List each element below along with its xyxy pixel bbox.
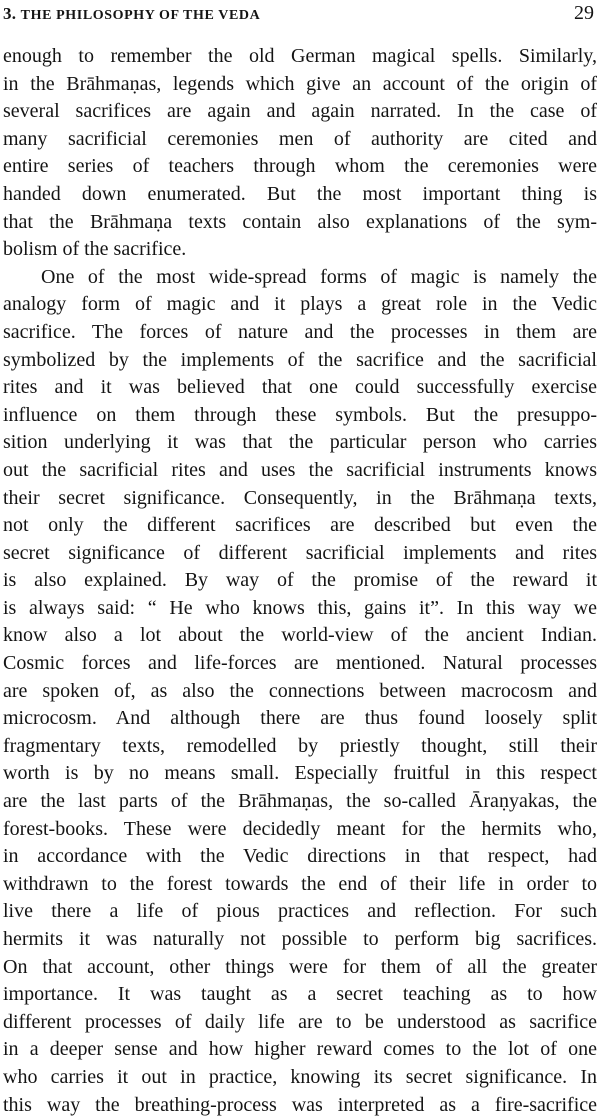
text-line: fragmentary texts, remodelled by priestly thought, still their	[3, 734, 597, 757]
text-line: is also explained. By way of the promise of the reward it	[3, 569, 597, 592]
text-line: microcosm. And although there are thus found loosely split	[3, 707, 597, 730]
text-line: secret significance of different sacrificial implements and rites	[3, 541, 597, 564]
text-line: different processes of daily life are to be understood as sacrifice	[3, 1010, 597, 1033]
text-line: that the Brāhmaṇa texts contain also explanations of the sym-	[3, 210, 597, 233]
text-line: forest-books. These were decidedly meant for the hermits who,	[3, 817, 597, 840]
text-line: On that account, other things were for them of all the greater	[3, 955, 597, 978]
text-line: know also a lot about the world-view of the ancient Indian.	[3, 624, 597, 647]
text-line: rites and it was believed that one could successfully exercise	[3, 376, 597, 399]
text-line: is always said: “ He who knows this, gains it”. In this way we	[3, 596, 597, 619]
text-line: many sacrificial ceremonies men of authority are cited and	[3, 127, 597, 150]
text-line: importance. It was taught as a secret teaching as to how	[3, 983, 597, 1006]
text-line: entire series of teachers through whom the ceremonies were	[3, 155, 597, 178]
text-line: who carries it out in practice, knowing its secret significance. In	[3, 1065, 597, 1088]
text-line: this way the breathing-process was interpreted as a fire-sacrifice	[3, 1093, 597, 1116]
text-line: worth is by no means small. Especially fruitful in this respect	[3, 762, 597, 785]
text-line: enough to remember the old German magical spells. Similarly,	[3, 45, 597, 67]
text-line: not only the different sacrifices are described but even the	[3, 514, 597, 537]
text-line: in the Brāhmaṇas, legends which give an account of the origin of	[3, 72, 597, 95]
page-header	[3, 2, 597, 28]
text-line: are spoken of, as also the connections between macrocosm and	[3, 679, 597, 702]
text-line: in a deeper sense and how higher reward comes to the lot of one	[3, 1038, 597, 1061]
text-line: handed down enumerated. But the most important thing is	[3, 182, 597, 205]
body-text	[3, 43, 597, 1119]
text-line: Cosmic forces and life-forces are mentioned. Natural processes	[3, 652, 597, 675]
text-line: One of the most wide-spread forms of magic is namely the	[41, 265, 597, 288]
text-line: in accordance with the Vedic directions in that respect, had	[3, 845, 597, 868]
text-line: symbolized by the implements of the sacrifice and the sacrificial	[3, 348, 597, 371]
text-line: influence on them through these symbols. But the presuppo-	[3, 403, 597, 426]
text-line: their secret significance. Consequently, in the Brāhmaṇa texts,	[3, 486, 597, 509]
page-number: 29	[574, 2, 594, 24]
text-line: sition underlying it was that the particular person who carries	[3, 431, 597, 454]
text-line: withdrawn to the forest towards the end of their life in order to	[3, 872, 597, 895]
text-line: analogy form of magic and it plays a great role in the Vedic	[3, 293, 597, 316]
text-line: bolism of the sacrifice.	[3, 238, 187, 261]
text-line: live there a life of pious practices and reflection. For such	[3, 900, 597, 923]
running-head	[3, 4, 260, 24]
chapter-title: THE PHILOSOPHY OF THE VEDA	[20, 8, 261, 23]
text-line: hermits it was naturally not possible to perform big sacrifices.	[3, 928, 597, 950]
text-line: out the sacrificial rites and uses the sacrificial instruments knows	[3, 458, 597, 481]
chapter-number: 3.	[3, 4, 17, 23]
text-line: sacrifice. The forces of nature and the processes in them are	[3, 320, 597, 343]
text-line: several sacrifices are again and again narrated. In the case of	[3, 100, 597, 123]
text-line: are the last parts of the Brāhmaṇas, the so-called Āraṇyakas, the	[3, 790, 597, 813]
